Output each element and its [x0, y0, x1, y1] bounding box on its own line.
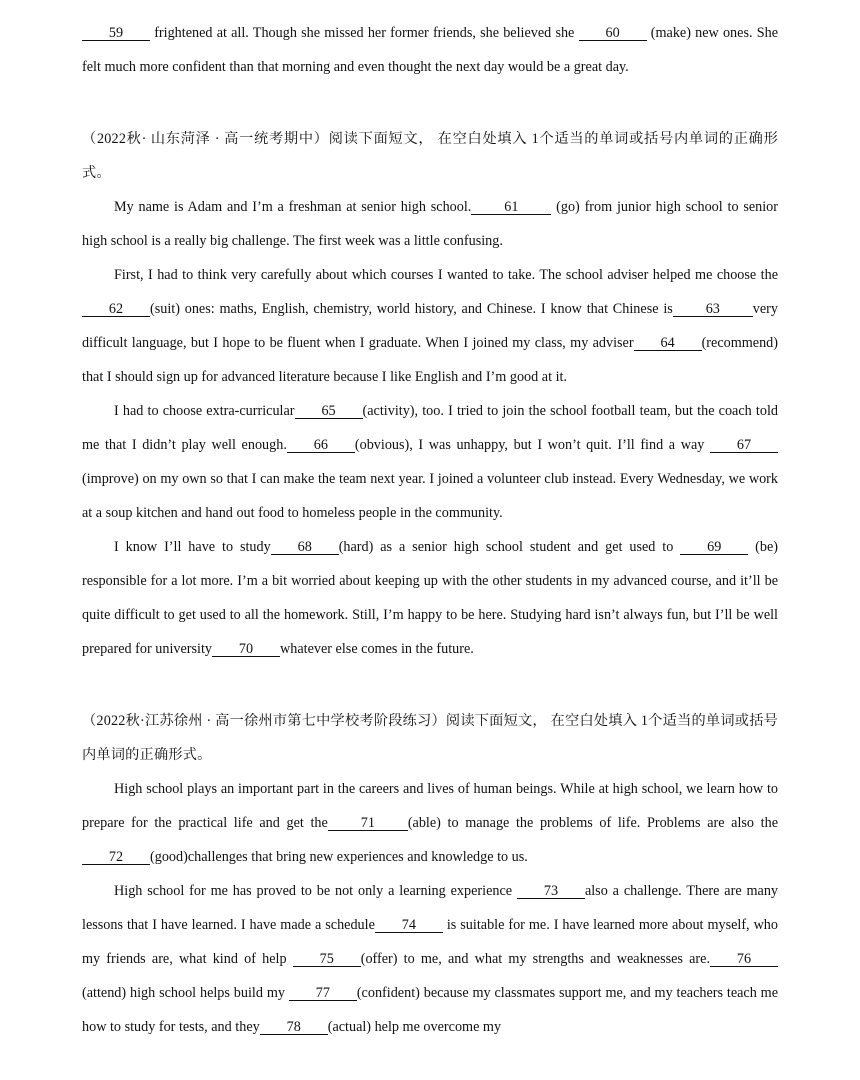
text: (be) responsible for a lot more. I’m a bit worried about keeping up with the other students in my advanced course, and it’ll be quite difficult to get used to all the homework. Still, I’m happy to be here. Studying hard isn’t always fun, but I’ll be well prepared for university — [82, 539, 778, 657]
text: (attend) high school helps build my — [82, 985, 289, 1001]
text: (activity), too. I tried to join the school football team, but the coach told me that I didn’t play well enough. — [82, 403, 778, 453]
s2-paragraph-2 — [82, 258, 778, 394]
text: whatever else comes in the future. — [280, 641, 474, 657]
section-2-intro: （2022秋· 山东菏泽 · 高一统考期中）阅读下面短文， 在空白处填入 1个适当的单词或括号内单词的正确形式。 — [82, 131, 778, 181]
text: My name is Adam and I’m a freshman at senior high school. — [114, 199, 472, 215]
text: (actual) help me overcome my — [327, 1019, 502, 1035]
text: (offer) to me, and what my strengths and weaknesses are. — [360, 951, 710, 967]
blank-63: 63 — [673, 302, 753, 317]
text: (go) from junior high school to senior high school is a really big challenge. The first week was a little confusing. — [82, 199, 779, 249]
text: very difficult language, but I hope to be fluent when I graduate. When I joined my class, my adviser — [82, 301, 778, 351]
blank-75: 75 — [293, 952, 361, 967]
text: High school for me has proved to be not only a learning experience — [114, 883, 517, 899]
blank-78: 78 — [260, 1020, 328, 1035]
blank-61: 61 — [471, 200, 551, 215]
blank-70: 70 — [212, 642, 280, 657]
blank-59: 59 — [82, 26, 150, 41]
text: I know I’ll have to study — [114, 539, 271, 555]
text: (confident) because my classmates support me, and my teachers teach me how to study for tests, and they — [82, 985, 778, 1035]
blank-71: 71 — [328, 816, 408, 831]
text: (recommend) that I should sign up for advanced literature because I like English and I’m good at it. — [82, 335, 778, 385]
text: First, I had to think very carefully about which courses I wanted to take. The school adviser helped me choose the — [114, 267, 778, 283]
text: High school plays an important part in the careers and lives of human beings. While at high school, we learn how to prepare for the practical life and get the — [82, 781, 778, 831]
text: (obvious), I was unhappy, but I won’t quit. I’ll find a way — [354, 437, 710, 453]
blank-69: 69 — [680, 540, 748, 555]
text: (able) to manage the problems of life. Problems are also the — [407, 815, 778, 831]
blank-65: 65 — [295, 404, 363, 419]
text: (make) new ones. She felt much more confident than that morning and even thought the next day would be a great day. — [82, 25, 778, 75]
s3-paragraph-1 — [82, 772, 778, 874]
blank-66: 66 — [287, 438, 355, 453]
s3-paragraph-2 — [82, 874, 778, 1044]
document-page — [82, 16, 778, 1044]
section-3-intro: （2022秋·江苏徐州 · 高一徐州市第七中学校考阶段练习）阅读下面短文， 在空白处填入 1个适当的单词或括号内单词的正确形式。 — [82, 713, 778, 763]
blank-72: 72 — [82, 850, 150, 865]
blank-68: 68 — [271, 540, 339, 555]
text: frightened at all. Though she missed her former friends, she believed she — [150, 25, 579, 41]
blank-76: 76 — [710, 952, 778, 967]
blank-74: 74 — [375, 918, 443, 933]
blank-62: 62 — [82, 302, 150, 317]
text: (suit) ones: maths, English, chemistry, world history, and Chinese. I know that Chinese is — [150, 301, 673, 317]
blank-60: 60 — [579, 26, 647, 41]
text: (hard) as a senior high school student and get used to — [338, 539, 681, 555]
s2-paragraph-4 — [82, 530, 778, 666]
blank-67: 67 — [710, 438, 778, 453]
blank-64: 64 — [634, 336, 702, 351]
text: (improve) on my own so that I can make the team next year. I joined a volunteer club instead. Every Wednesday, we work at a soup kitchen and hand out food to homeless people in the community. — [82, 471, 778, 521]
blank-77: 77 — [289, 986, 357, 1001]
s2-paragraph-3 — [82, 394, 778, 530]
text: (good)challenges that bring new experiences and knowledge to us. — [150, 849, 528, 865]
text: is suitable for me. I have learned more about myself, who my friends are, what kind of help — [82, 917, 778, 967]
paragraph-top — [82, 16, 778, 84]
text: also a challenge. There are many lessons that I have learned. I have made a schedule — [82, 883, 779, 933]
blank-73: 73 — [517, 884, 585, 899]
text: I had to choose extra-curricular — [114, 403, 295, 419]
s2-paragraph-1 — [82, 190, 778, 258]
